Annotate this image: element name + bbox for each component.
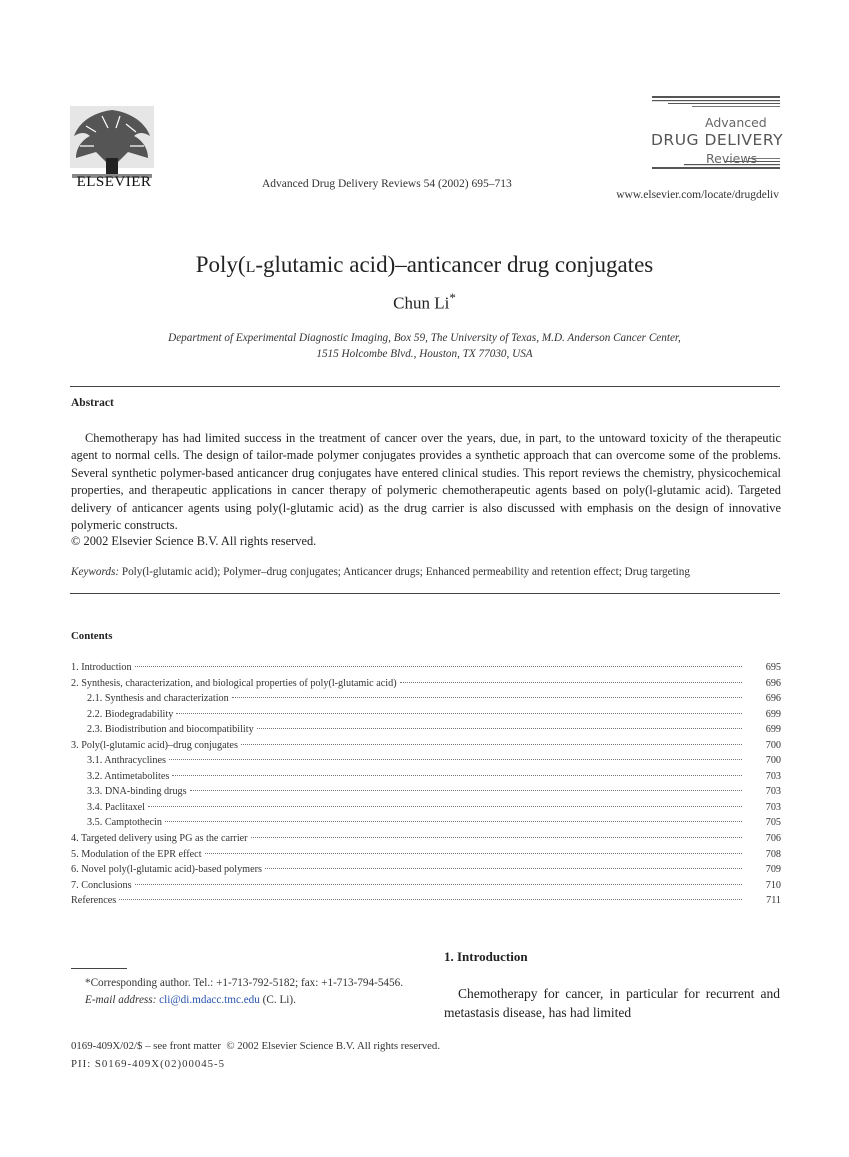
journal-reference: Advanced Drug Delivery Reviews 54 (2002) 695–713 [262, 178, 512, 190]
footnote-email-line [71, 992, 411, 1009]
toc-leader-dots [169, 759, 742, 760]
toc-entry[interactable] [71, 815, 781, 831]
toc-entry-label: 2.2. Biodegradability [87, 708, 174, 720]
toc-entry-label: 4. Targeted delivery using PG as the carrier [71, 833, 248, 845]
adr-logo-line1: Advanced [705, 115, 767, 130]
adr-logo-line3: Reviews [706, 151, 758, 166]
toc-entry[interactable] [71, 800, 781, 816]
toc-entry-label: 3.1. Anthracyclines [87, 755, 166, 767]
toc-entry-page: 711 [766, 895, 781, 907]
divider-bottom [70, 593, 780, 594]
email-link[interactable]: cli@di.mdacc.tmc.edu [159, 994, 260, 1006]
abstract-paragraph: Chemotherapy has had limited success in the treatment of cancer over the years, due, in part, to the untoward toxicity of the therapeutic agent to normal cells. The design of tailor-made polymer conjugates provides a synthetic approach that can overcome some of the problems. Several synthetic polymer-based anticancer drug conjugates have entered clinical studies. This report reviews the chemistry, physicochemical properties, and therapeutic applications in cancer therapy of polymeric chemotherapeutic agents based on poly(l-glutamic acid). Targeted delivery of anticancer agents using poly(l-glutamic acid) as the drug carrier is also discussed with emphasis on the design of innovative polymeric constructs. [71, 431, 781, 533]
author-affiliation [0, 330, 849, 362]
toc-entry-label: 7. Conclusions [71, 879, 132, 891]
title-part-2: -glutamic acid)–anticancer drug conjugates [255, 252, 654, 277]
toc-entry[interactable] [71, 784, 781, 800]
abstract-heading: Abstract [71, 397, 114, 409]
toc-entry-page: 709 [765, 864, 781, 876]
affiliation-line-1: Department of Experimental Diagnostic Imaging, Box 59, The University of Texas, M.D. Anderson Cancer Center, [168, 332, 681, 344]
footnote-corresponding: *Corresponding author. Tel.: +1-713-792-5182; fax: +1-713-794-5456. [85, 977, 403, 989]
contents-heading: Contents [71, 630, 113, 642]
toc-entry-label: 2.1. Synthesis and characterization [87, 693, 229, 705]
adr-logo-line2: DRUG DELIVERY [651, 131, 784, 149]
section-heading-introduction: 1. Introduction [444, 949, 528, 964]
front-matter-line: 0169-409X/02/$ – see front matter © 2002 Elsevier Science B.V. All rights reserved. [71, 1040, 441, 1052]
toc-entry[interactable] [71, 707, 781, 723]
introduction-paragraph: Chemotherapy for cancer, in particular for recurrent and metastasis disease, has had limited [444, 986, 780, 1020]
toc-leader-dots [135, 884, 742, 885]
toc-entry-label: 5. Modulation of the EPR effect [71, 848, 202, 860]
abstract-copyright: © 2002 Elsevier Science B.V. All rights reserved. [71, 534, 317, 548]
email-label: E-mail address: [85, 994, 157, 1006]
abstract-body [71, 430, 781, 534]
toc-entry-page: 695 [765, 662, 781, 673]
toc-entry-page: 699 [765, 708, 781, 720]
toc-entry-page: 699 [765, 724, 781, 736]
email-suffix: (C. Li). [262, 994, 296, 1006]
article-title [0, 252, 849, 278]
toc-entry[interactable] [71, 753, 781, 769]
toc-leader-dots [176, 713, 742, 714]
toc-leader-dots [265, 868, 742, 869]
toc-entry-page: 703 [765, 801, 781, 813]
toc-leader-dots [232, 697, 742, 698]
toc-entry-page: 705 [765, 817, 781, 829]
toc-entry-label: 3.5. Camptothecin [87, 817, 162, 829]
title-part-sc: l [245, 252, 256, 277]
pii-line: PII: S0169-409X(02)00045-5 [71, 1058, 226, 1070]
toc-entry-page: 696 [765, 677, 781, 689]
divider-top [70, 386, 780, 387]
toc-leader-dots [400, 682, 742, 683]
keywords-label: Keywords: [71, 566, 120, 578]
toc-entry[interactable] [71, 862, 781, 878]
toc-leader-dots [148, 806, 742, 807]
author-name: Chun Li [393, 293, 450, 313]
footnote-rule [71, 968, 127, 969]
toc-entry-label: 2.3. Biodistribution and biocompatibility [87, 724, 254, 736]
toc-entry[interactable] [71, 878, 781, 894]
toc-leader-dots [135, 666, 742, 667]
toc-entry-label: References [71, 895, 117, 907]
toc-entry-page: 710 [765, 879, 781, 891]
toc-entry-label: 1. Introduction [71, 662, 132, 673]
toc-entry-label: 3.2. Antimetabolites [87, 770, 170, 782]
toc-leader-dots [165, 821, 742, 822]
author-footnote-mark[interactable]: * [449, 290, 456, 305]
keywords [71, 566, 783, 578]
toc-entry-label: 2. Synthesis, characterization, and biological properties of poly(l-glutamic acid) [71, 677, 397, 689]
toc-entry[interactable] [71, 676, 781, 692]
toc-entry[interactable] [71, 691, 781, 707]
journal-url-link[interactable]: www.elsevier.com/locate/drugdeliv [616, 189, 779, 201]
toc-leader-dots [205, 853, 742, 854]
affiliation-line-2: 1515 Holcombe Blvd., Houston, TX 77030, USA [316, 348, 533, 360]
toc-leader-dots [257, 728, 742, 729]
toc-leader-dots [172, 775, 742, 776]
toc-entry-page: 700 [765, 755, 781, 767]
toc-entry-label: 6. Novel poly(l-glutamic acid)-based polymers [71, 864, 262, 876]
corresponding-footnote [71, 975, 411, 1009]
toc-entry-label: 3.4. Paclitaxel [87, 801, 145, 813]
toc-entry-page: 700 [765, 739, 781, 751]
toc-entry[interactable] [71, 831, 781, 847]
toc-leader-dots [119, 899, 742, 900]
toc-entry[interactable] [71, 660, 781, 676]
toc-entry-page: 708 [765, 848, 781, 860]
toc-entry-page: 696 [765, 693, 781, 705]
toc-entry-label: 3.3. DNA-binding drugs [87, 786, 187, 798]
toc-entry[interactable] [71, 893, 781, 909]
toc-entry[interactable] [71, 738, 781, 754]
toc-leader-dots [241, 744, 742, 745]
toc-entry-label: 3. Poly(l-glutamic acid)–drug conjugates [71, 739, 238, 751]
introduction-body [444, 985, 780, 1022]
keywords-text: Poly(l-glutamic acid); Polymer–drug conjugates; Anticancer drugs; Enhanced permeability and retention effect; Drug targeting [121, 566, 690, 578]
toc-entry-page: 706 [765, 833, 781, 845]
title-part-1: Poly( [195, 252, 246, 277]
toc-leader-dots [251, 837, 742, 838]
toc-entry-page: 703 [765, 770, 781, 782]
toc-leader-dots [190, 790, 742, 791]
toc-entry-page: 703 [765, 786, 781, 798]
publisher-name: ELSEVIER [76, 174, 152, 190]
toc-entry[interactable] [71, 847, 781, 863]
toc-entry[interactable] [71, 769, 781, 785]
table-of-contents [71, 660, 781, 909]
toc-entry[interactable] [71, 722, 781, 738]
article-author [0, 290, 849, 314]
